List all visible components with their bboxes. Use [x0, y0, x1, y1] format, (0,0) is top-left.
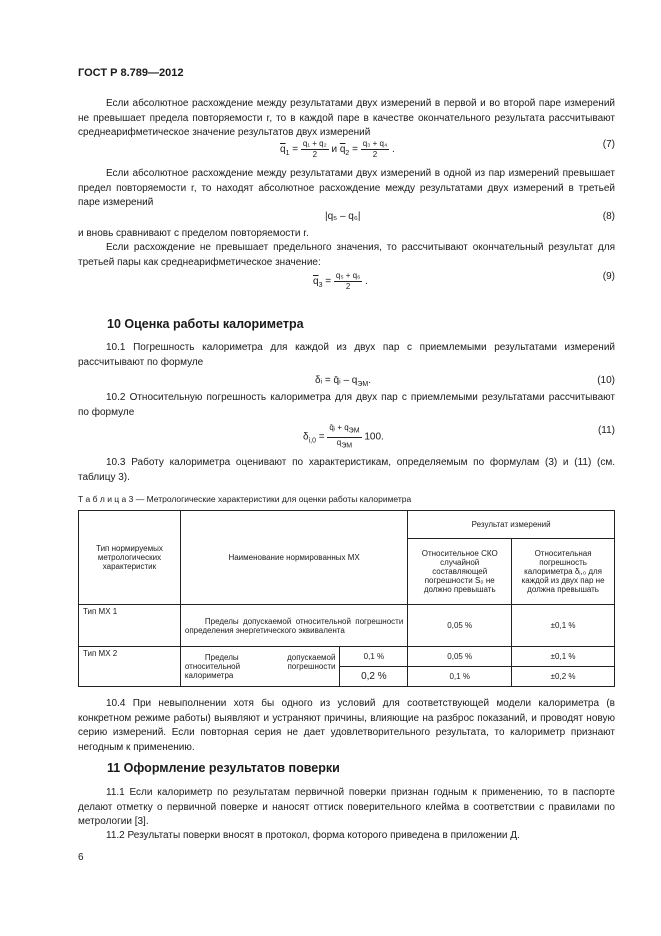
cell-limit: 0,1 % — [340, 647, 408, 667]
cell-limit: 0,2 % — [340, 667, 408, 687]
header-relative-error: Относительная погрешность калориметра δᵢ,₀ для каждой из двух пар не должна превышать — [512, 539, 615, 605]
page-number: 6 — [78, 852, 84, 863]
cell-type: Тип МХ 1 — [79, 605, 181, 647]
cell-sko: 0,05 % — [408, 647, 512, 667]
equation-8-number: (8) — [602, 211, 615, 222]
cell-sko: 0,1 % — [408, 667, 512, 687]
table-row — [79, 647, 615, 667]
paragraph-intro-4: Если расхождение не превышает предельного значения, то рассчитывают окончательный результат для третьей пары как среднеарифметическое значение: — [78, 242, 615, 268]
equation-9: $\overline{q}_3$ = $\frac{\text{q₅ + q₆}}{2}$ . — [313, 271, 368, 291]
paragraph-10-4: 10.4 При невыполнении хотя бы одного из условий для соответствующей модели калориметра (в конкретном режиме работы) выявляют и устраняют причины, влияющие на разброс показаний, и проводят новую серию измерений. Если повторная серия не дает удовлетворительного результата, то калориметр признают негодным к применению. — [78, 698, 615, 753]
cell-sko: 0,05 % — [408, 605, 512, 647]
paragraph-10-1: 10.1 Погрешность калориметра для каждой из двух пар с приемлемыми результатами измерений рассчитывают по формуле — [78, 342, 615, 368]
cell-name: Пределы допускаемой относительной погрешности калориметра — [180, 647, 340, 687]
cell-type: Тип МХ 2 — [79, 647, 181, 687]
metrology-table — [78, 510, 615, 687]
paragraph-intro-1: Если абсолютное расхождение между результатами двух измерений в первой и во второй паре измерений не превышает предела повторяемости r, то в каждой паре в качестве окончательного результата рассчитывают среднеарифметическое значение результатов двух измерений — [78, 98, 615, 138]
paragraph-intro-3: и вновь сравнивают с пределом повторяемости r. — [78, 228, 309, 239]
section-10-heading: 10 Оценка работы калориметра — [107, 317, 304, 331]
table-row — [79, 605, 615, 647]
cell-relative-error: ±0,1 % — [512, 605, 615, 647]
header-type: Тип нормируемых метрологических характеристик — [79, 511, 181, 605]
equation-10: δᵢ = q̄ᵢ – $q_{ЭМ}$. — [315, 375, 372, 388]
paragraph-11-1: 11.1 Если калориметр по результатам первичной поверки признан годным к применению, то в паспорте делают отметку о первичной поверке и наносят оттиск поверительного клейма в соответствии с правилами по метрологии [3]. — [78, 787, 615, 827]
header-result: Результат измерений — [408, 511, 615, 539]
section-11-heading: 11 Оформление результатов поверки — [107, 761, 340, 775]
equation-9-number: (9) — [602, 271, 615, 282]
equation-7-number: (7) — [602, 139, 615, 150]
equation-8: |q₅ – q₆| — [325, 211, 361, 222]
equation-11: $\delta_{i,0}$ = $\frac{q̄ᵢ + q_{ЭМ}}{q_{ЭМ}}$ 100. — [303, 423, 384, 450]
paragraph-11-2: 11.2 Результаты поверки вносят в протокол, форма которого приведена в приложении Д. — [106, 830, 520, 841]
header-name: Наименование нормированных МХ — [180, 511, 407, 605]
cell-relative-error: ±0,2 % — [512, 667, 615, 687]
paragraph-10-2: 10.2 Относительную погрешность калориметра для двух пар с приемлемыми результатами рассчитывают по формуле — [78, 392, 615, 418]
table-caption: Т а б л и ц а 3 — Метрологические характеристики для оценки работы калориметра — [78, 494, 412, 504]
cell-relative-error: ±0,1 % — [512, 647, 615, 667]
standard-header: ГОСТ Р 8.789—2012 — [78, 67, 184, 79]
cell-name: Пределы допускаемой относительной погрешности определения энергетического эквивалента — [180, 605, 407, 647]
paragraph-intro-2: Если абсолютное расхождение между результатами двух измерений в одной из пар измерений превышает предел повторяемости r, то находят абсолютное расхождение между результатами двух измерений в третьей паре измерений — [78, 168, 615, 208]
equation-10-number: (10) — [597, 375, 615, 386]
equation-11-number: (11) — [597, 425, 615, 436]
header-sko: Относительное СКО случайной составляющей погрешности S₀ не должно превышать — [408, 539, 512, 605]
paragraph-10-3: 10.3 Работу калориметра оценивают по характеристикам, определяемым по формулам (3) и (11) (см. таблицу 3). — [78, 457, 615, 483]
equation-7: $\overline{q}_1$ = $\frac{\text{q₁ + q₂}}{2}$ и $\overline{q}_2$ = $\frac{\text{q₃ + q₄}}{2}$ . — [280, 139, 395, 159]
